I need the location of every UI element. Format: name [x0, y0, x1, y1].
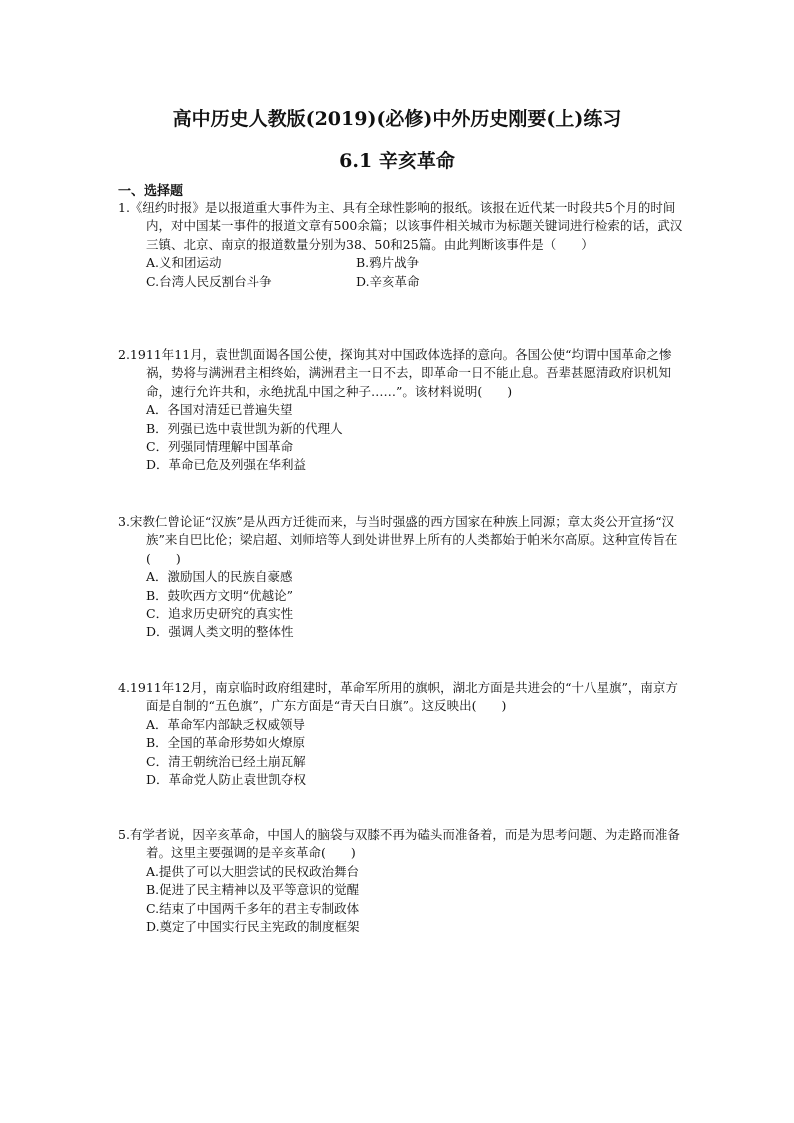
option-a: A.提供了可以大胆尝试的民权政治舞台	[146, 863, 360, 879]
option-d: D.奠定了中国实行民主宪政的制度框架	[146, 919, 360, 935]
option-b: B.促进了民主精神以及平等意识的觉醒	[146, 882, 360, 898]
document-title: 高中历史人教版(2019)(必修)中外历史刚要(上)练习	[172, 108, 622, 130]
options	[118, 716, 688, 790]
options	[118, 401, 688, 475]
option-b: B．全国的革命形势如火燎原	[146, 735, 306, 751]
options	[118, 254, 688, 291]
option-d: D．强调人类文明的整体性	[146, 624, 294, 640]
option-a: A.义和团运动	[146, 255, 222, 271]
option-c: C．追求历史研究的真实性	[146, 606, 294, 622]
question-4	[118, 679, 688, 789]
question-1	[118, 199, 688, 291]
options	[118, 863, 688, 937]
question-stem: 5.有学者说，因辛亥革命，中国人的脑袋与双膝不再为磕头而准备着，而是为思考问题、为走路而准备着。这里主要强调的是辛亥革命( )	[118, 827, 680, 861]
option-d: D．革命党人防止袁世凯夺权	[146, 772, 307, 788]
option-d: D．革命已危及列强在华利益	[146, 457, 307, 473]
question-3	[118, 513, 688, 642]
option-b: B．鼓吹西方文明“优越论”	[146, 587, 293, 603]
option-d: D.辛亥革命	[356, 273, 420, 289]
option-c: C.台湾人民反割台斗争	[146, 273, 272, 289]
option-b: B．列强已选中袁世凯为新的代理人	[146, 420, 343, 436]
option-c: C.结束了中国两千多年的君主专制政体	[146, 900, 360, 916]
question-stem: 2.1911年11月，袁世凯面谒各国公使，探询其对中国政体选择的意向。各国公使“均谓中国革命之惨祸，势将与满洲君主相终始，满洲君主一日不去，即革命一日不能止息。吾辈甚愿清政府识机知命，速行允许共和，永绝扰乱中国之种子……”。该材料说明( )	[118, 347, 672, 399]
option-c: C．清王朝统治已经土崩瓦解	[146, 753, 306, 769]
document-subtitle: 6.1 辛亥革命	[339, 150, 455, 172]
question-2	[118, 346, 688, 475]
question-stem: 3.宋教仁曾论证“汉族”是从西方迁徙而来，与当时强盛的西方国家在种族上同源；章太炎公开宣扬“汉族”来自巴比伦；梁启超、刘师培等人到处讲世界上所有的人类都始于帕米尔高原。这种宣传旨在( )	[118, 514, 678, 566]
option-a: A．革命军内部缺乏权威领导	[146, 716, 306, 732]
option-a: A．激励国人的民族自豪感	[146, 569, 293, 585]
question-5	[118, 826, 688, 936]
option-b: B.鸦片战争	[356, 255, 420, 271]
section-heading: 一、选择题	[118, 184, 184, 199]
option-c: C．列强同情理解中国革命	[146, 439, 294, 455]
options	[118, 568, 688, 642]
question-stem: 4.1911年12月，南京临时政府组建时，革命军所用的旗帜，湖北方面是共进会的“十八星旗”，南京方面是自制的“五色旗”，广东方面是“青天白日旗”。这反映出( )	[118, 680, 678, 714]
question-stem: 1.《纽约时报》是以报道重大事件为主、具有全球性影响的报纸。该报在近代某一时段共5个月的时间内，对中国某一事件的报道文章有500余篇；以该事件相关城市为标题关键词进行检索的话，武汉三镇、北京、南京的报道数量分别为38、50和25篇。由此判断该事件是（ ）	[118, 200, 683, 252]
option-a: A．各国对清廷已普遍失望	[146, 402, 293, 418]
